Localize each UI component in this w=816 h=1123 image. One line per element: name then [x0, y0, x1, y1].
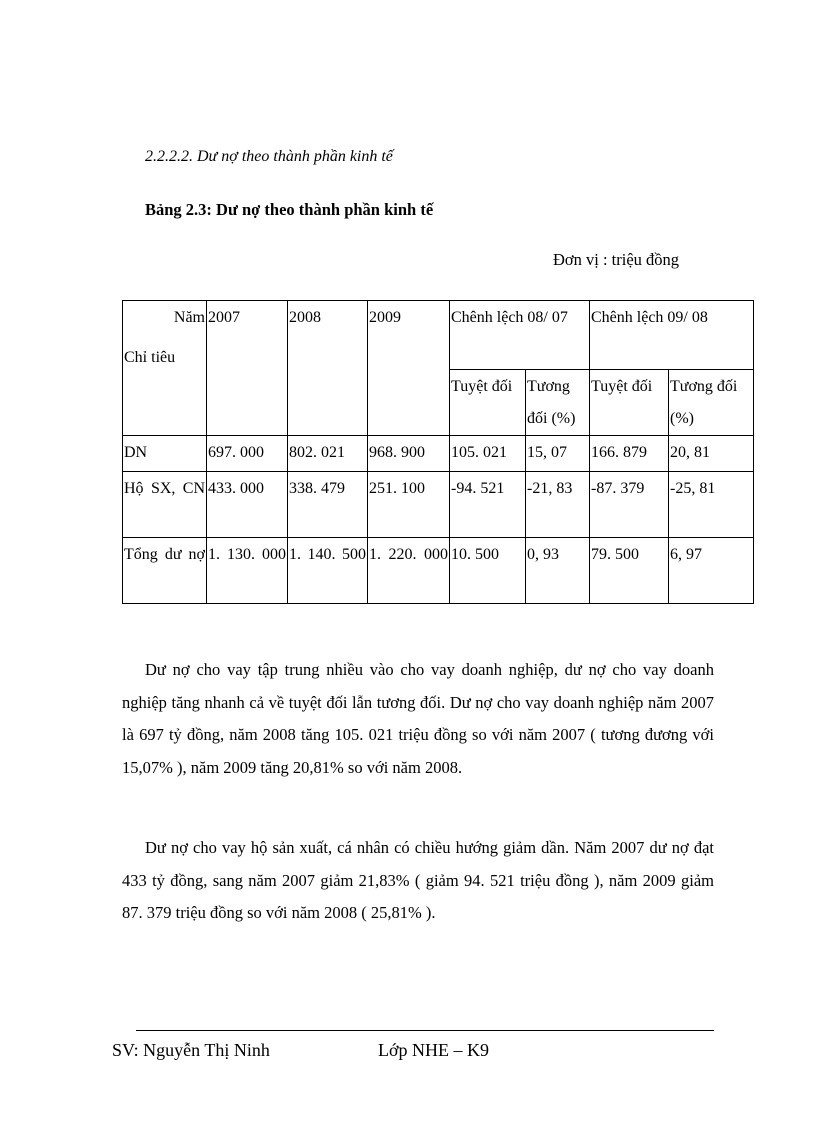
paragraph-business-loans: Dư nợ cho vay tập trung nhiều vào cho vay doanh nghiệp, dư nợ cho vay doanh nghiệp tăng nhanh cả về tuyệt đối lẫn tương đối. Dư nợ cho vay doanh nghiệp năm 2007 là 697 tỷ đồng, năm 2008 tăng 105. 021 triệu đồng so với năm 2007 ( tương đương với 15,07% ), năm 2009 tăng 20,81% so với năm 2008.: [122, 660, 714, 777]
table-cell: 968. 900: [368, 436, 450, 472]
header-rel-08-07: Tương đối (%): [526, 370, 590, 436]
header-abs-08-07: Tuyệt đối: [450, 370, 526, 436]
debt-table: [122, 300, 754, 604]
table-cell: -94. 521: [450, 472, 526, 538]
unit-label: Đơn vị : triệu đồng: [553, 250, 680, 269]
table-caption: Bảng 2.3: Dư nợ theo thành phần kinh tế: [145, 200, 434, 219]
header-diff-08-07: Chênh lệch 08/ 07: [450, 301, 590, 370]
header-year-label: Năm: [173, 309, 205, 326]
table-cell: 1. 220. 000: [368, 538, 450, 604]
table-cell: 1. 140. 500: [288, 538, 368, 604]
paragraph-household-loans: Dư nợ cho vay hộ sản xuất, cá nhân có chiều hướng giảm dần. Năm 2007 dư nợ đạt 433 tỷ đồng, sang năm 2007 giảm 21,83% ( giảm 94. 521 triệu đồng ), năm 2009 giảm 87. 379 triệu đồng so với năm 2008 ( 25,81% ).: [122, 838, 714, 922]
table-cell: 79. 500: [590, 538, 669, 604]
row-label: DN: [123, 436, 207, 472]
table-row: [123, 472, 754, 538]
header-diff-09-08: Chênh lệch 09/ 08: [590, 301, 754, 370]
header-year-2009: 2009: [368, 301, 450, 436]
footer-student-name: SV: Nguyễn Thị Ninh: [112, 1040, 270, 1060]
table-cell: 697. 000: [207, 436, 288, 472]
table-row: [123, 538, 754, 604]
table-header-row: [123, 301, 754, 370]
table-cell: 10. 500: [450, 538, 526, 604]
section-heading: 2.2.2.2. Dư nợ theo thành phần kinh tế: [145, 148, 393, 165]
table-cell: 0, 93: [526, 538, 590, 604]
header-year-2008: 2008: [288, 301, 368, 436]
header-indicator-label: Chỉ tiêu: [124, 349, 176, 366]
footer-divider: [136, 1030, 714, 1031]
footer-class-name: Lớp NHE – K9: [378, 1040, 490, 1060]
header-corner-cell: [123, 301, 207, 436]
table-cell: 251. 100: [368, 472, 450, 538]
row-label: Hộ SX, CN: [123, 472, 207, 538]
header-rel-09-08: Tương đối (%): [669, 370, 754, 436]
table-row: [123, 436, 754, 472]
table-cell: 20, 81: [669, 436, 754, 472]
table-cell: 6, 97: [669, 538, 754, 604]
table-cell: 433. 000: [207, 472, 288, 538]
header-abs-09-08: Tuyệt đối: [590, 370, 669, 436]
table-cell: 166. 879: [590, 436, 669, 472]
table-cell: 1. 130. 000: [207, 538, 288, 604]
table-cell: 338. 479: [288, 472, 368, 538]
table-cell: -87. 379: [590, 472, 669, 538]
row-label: Tổng dư nợ: [123, 538, 207, 604]
table-cell: -21, 83: [526, 472, 590, 538]
table-cell: 15, 07: [526, 436, 590, 472]
table-cell: 802. 021: [288, 436, 368, 472]
header-year-2007: 2007: [207, 301, 288, 436]
table-cell: -25, 81: [669, 472, 754, 538]
table-cell: 105. 021: [450, 436, 526, 472]
